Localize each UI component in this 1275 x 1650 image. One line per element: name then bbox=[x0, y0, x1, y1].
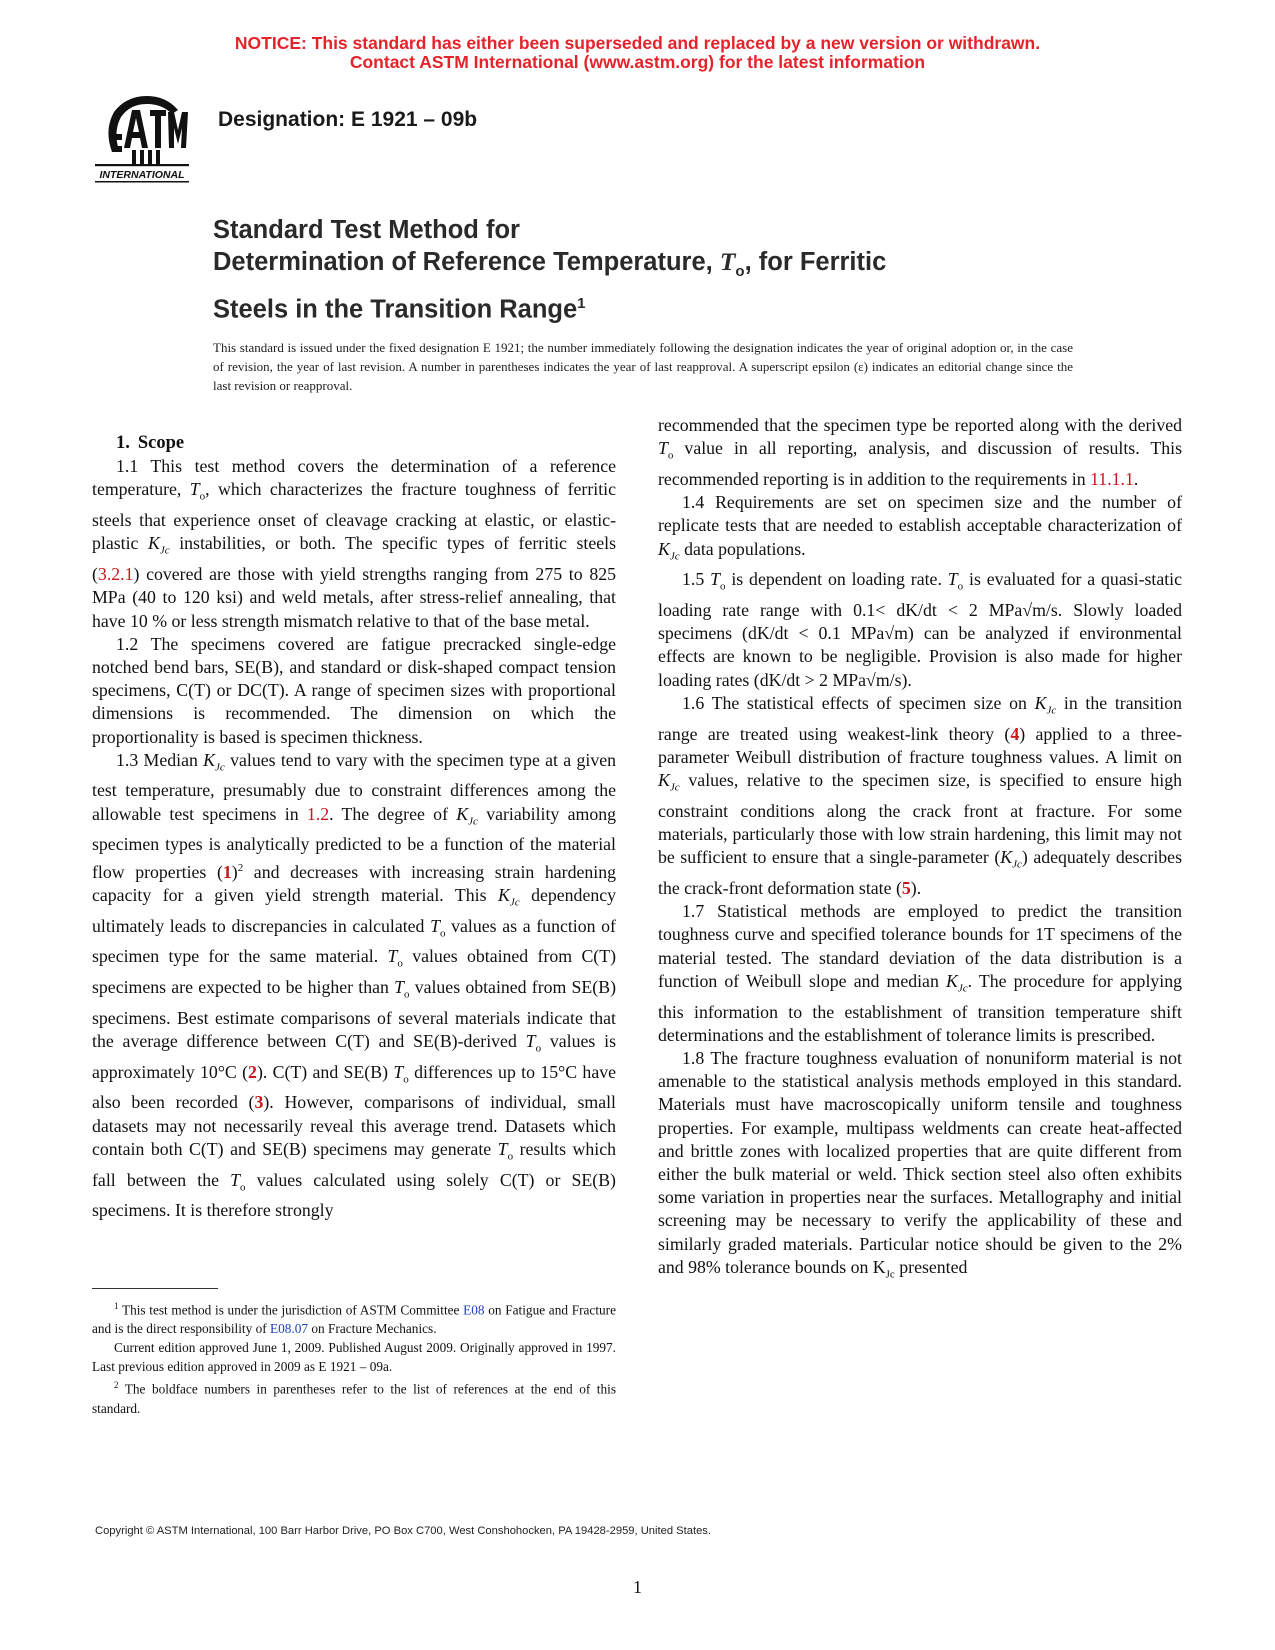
title-line-1: Standard Test Method for bbox=[213, 216, 520, 244]
ref-link[interactable]: 5 bbox=[901, 877, 911, 898]
supersession-notice bbox=[0, 34, 1275, 72]
footnote-1: $^1$ This test method is under the jurisdiction of ASTM Committee E08 on Fatigue and Fracture and is the direct responsibility of E08.07 on Fracture Mechanics. bbox=[92, 1301, 616, 1337]
paragraph-1-3: 1.3 Median $K_{Jc}$ values tend to vary with the specimen type at a given test temperature, presumably due to constraint differences among the allowable test specimens in 1.2. The degree of $K_{Jc}$ variability among specimen types is analytically predicted to be a function of the material flow properties $(1)^2$ and decreases with increasing strain hardening capacity for a given yield strength material. This $K_{Jc}$ dependency ultimately leads to discrepancies in calculated $T_o$ values as a function of specimen type for the same material. $T_o$ values obtained from C(T) specimens are expected to be higher than $T_o$ values obtained from SE(B) specimens. Best estimate comparisons of several materials indicate that the average difference between C(T) and SE(B)-derived $T_o$ values is approximately 10°C (2). C(T) and SE(B) $T_o$ differences up to 15°C have also been recorded (3). However, comparisons of individual, small datasets may not necessarily reveal this average trend. Datasets which contain both C(T) and SE(B) specimens may generate $T_o$ results which fall between the $T_o$ values calculated using solely C(T) or SE(B) specimens. It is therefore strongly bbox=[92, 749, 617, 1221]
paragraph-1-6: 1.6 The statistical effects of specimen size on $K_{Jc}$ in the transition range are treated using weakest-link theory (4) applied to a three-parameter Weibull distribution of fracture toughness values. A limit on $K_{Jc}$ values, relative to the specimen size, is specified to ensure high constraint conditions along the crack front at fracture. For some materials, particularly those with low strain hardening, this limit may not be sufficient to ensure that a single-parameter $(K_{Jc})$ adequately describes the crack-front deformation state (5). bbox=[658, 692, 1182, 898]
subcommittee-link[interactable]: E08.07 bbox=[270, 1321, 309, 1337]
footnote-2: $^2$ The boldface numbers in parentheses refer to the list of references at the end of this standard. bbox=[92, 1380, 616, 1416]
ref-link[interactable]: 4 bbox=[1010, 723, 1020, 744]
section-heading: 1. Scope bbox=[116, 433, 185, 453]
astm-international-logo-icon bbox=[92, 90, 202, 190]
paragraph-1-5: 1.5 $T_o$ is dependent on loading rate. $T_o$ is evaluated for a quasi-static loading rate range with 0.1< dK/dt < 2 MPa√m/s. Slowly loaded specimens (dK/dt < 0.1 MPa√m) can be analyzed if environmental effects are known to be negligible. Provision is also made for higher loading rates (dK/dt > 2 MPa√m/s). bbox=[658, 569, 1183, 690]
ref-link[interactable]: 1.2 bbox=[306, 803, 330, 824]
right-column bbox=[658, 414, 1182, 1286]
committee-link[interactable]: E08 bbox=[463, 1302, 485, 1318]
title-line-2: Determination of Reference Temperature, $T_o$, for Ferritic bbox=[213, 247, 887, 281]
copyright-notice: Copyright © ASTM International, 100 Barr Harbor Drive, PO Box C700, West Conshohocken, PA 19428-2959, United States. bbox=[95, 1525, 711, 1537]
left-column bbox=[92, 432, 616, 1223]
paragraph-1-3-continued: recommended that the specimen type be reported along with the derived $T_o$ value in all reporting, analysis, and discussion of results. This recommended reporting is in addition to the requirements in 11.1.1. bbox=[658, 415, 1182, 489]
paragraph-1-2: 1.2 The specimens covered are fatigue precracked single-edge notched bend bars, SE(B), and standard or disk-shaped compact tension specimens, C(T) or DC(T). A range of specimen sizes with proportional dimensions is recommended. The dimension on which the proportionality is based is specimen thickness. bbox=[92, 633, 616, 747]
logo-lettering: INTERNATIONAL bbox=[99, 169, 185, 181]
footnotes bbox=[92, 1297, 616, 1418]
ref-link[interactable]: 2 bbox=[248, 1061, 257, 1082]
ref-link[interactable]: 11.1.1 bbox=[1090, 468, 1134, 489]
document-title bbox=[213, 214, 1073, 326]
footnote-rule bbox=[92, 1288, 218, 1289]
issue-statement: This standard is issued under the fixed designation E 1921; the number immediately following the designation indicates the year of original adoption or, in the case of revision, the year of last revision. A number in parentheses indicates the year of last reapproval. A superscript epsilon (ε) indicates an editorial change since the last revision or reapproval. bbox=[213, 340, 1073, 393]
footnote-1-edition: Current edition approved June 1, 2009. Published August 2009. Originally approved in 1997. Last previous edition approved in 2009 as E 1921 – 09a. bbox=[92, 1340, 616, 1375]
notice-line-2: Contact ASTM International (www.astm.org) for the latest information bbox=[349, 52, 926, 72]
paragraph-1-8: 1.8 The fracture toughness evaluation of nonuniform material is not amenable to the statistical analysis methods employed in this standard. Materials must have macroscopically uniform tensile and toughness properties. For example, multipass weldments can create heat-affected and brittle zones with localized properties that are quite different from either the bulk material or weld. Thick section steel also often exhibits some variation in properties near the surfaces. Metallography and initial screening may be necessary to verify the applicability of these and similarly graded materials. Particular notice should be given to the 2% and 98% tolerance bounds on $K_{Jc}$ presented bbox=[658, 1047, 1182, 1281]
ref-link[interactable]: 1 bbox=[222, 861, 232, 882]
ref-link[interactable]: 3 bbox=[254, 1092, 264, 1113]
notice-line-1: NOTICE: This standard has either been superseded and replaced by a new version or withdrawn. bbox=[234, 33, 1041, 53]
page-number: 1 bbox=[633, 1577, 642, 1597]
paragraph-1-4: 1.4 Requirements are set on specimen size and the number of replicate tests that are needed to establish acceptable characterization of $K_{Jc}$ data populations. bbox=[658, 492, 1182, 563]
paragraph-1-7: 1.7 Statistical methods are employed to predict the transition toughness curve and specified tolerance bounds for 1T specimens of the material tested. The standard deviation of the data distribution is a function of Weibull slope and median $K_{Jc}$. The procedure for applying this information to the establishment of transition temperature shift determinations and the establishment of tolerance limits is prescribed. bbox=[658, 901, 1182, 1045]
paragraph-1-1: 1.1 This test method covers the determination of a reference temperature, $T_o$, which characterizes the fracture toughness of ferritic steels that experience onset of cleavage cracking at elastic, or elastic-plastic $K_{Jc}$ instabilities, or both. The specific types of ferritic steels (3.2.1) covered are those with yield strengths ranging from 275 to 825 MPa (40 to 120 ksi) and weld metals, after stress-relief annealing, that have 10 % or less strength mismatch relative to that of the base metal. bbox=[92, 456, 616, 631]
designation: Designation: E 1921 – 09b bbox=[218, 108, 478, 131]
ref-link[interactable]: 3.2.1 bbox=[97, 564, 134, 585]
title-line-3: Steels in the Transition Range$^1$ bbox=[213, 295, 586, 324]
